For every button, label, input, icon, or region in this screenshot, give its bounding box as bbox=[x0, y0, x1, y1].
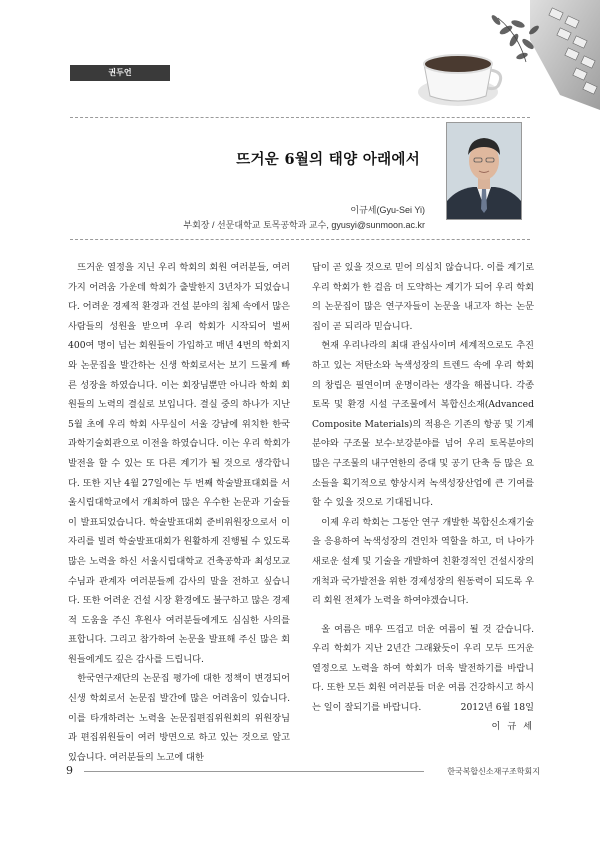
article-title: 뜨거운 6월의 태양 아래에서 bbox=[236, 151, 420, 168]
footer-rule bbox=[84, 771, 424, 772]
header-decoration-illustration bbox=[410, 0, 600, 120]
page-number: 9 bbox=[66, 764, 73, 777]
paragraph: 뜨거운 열정을 지닌 우리 학회의 회원 여러분들, 여러 가지 어려움 가운데 학회가 출발한지 3년차가 되었습니다. 어려운 경제적 환경과 건설 분야의 침체 속에서 많은 사람들의 성원을 받으며 우리 학회가 시작되어 벌써 400여 명이 넘는 회원들이 가입하고 매년 4번의 학회지와 논문집을 발간하는 신생 학회로서는 보기 드물게 빠른 성장을 하였습니다. 이는 회장님뿐만 아니라 학회 회원들의 노력의 결실로 보입니다. 결실 중의 하나가 지난 5월 초에 우리 학회 사무실이 서울 강남에 위치한 한국과학기술회관으로 이전을 하였습니다. 이는 우리 학회가 발전을 할 수 있는 또 다른 계기가 될 것으로 생각합니다. 또한 지난 4월 27일에는 두 번째 학술발표대회를 서울시립대학교에서 개최하여 많은 우수한 논문과 기술들이 발표되었습니다. 학술발표대회 준비위원장으로서 이 자리를 빌려 학술발표대회가 원활하게 진행될 수 있도록 많은 노력을 하신 서울시립대학교 건축공학과 최성모교수님과 관계자 여러분들께 감사의 말을 전하고 싶습니다. 또한 어려운 건설 시장 환경에도 불구하고 많은 경제적 도움을 주신 후원사 여러분들에게도 심심한 사의를 표합니다. 그리고 참가하여 논문을 발표해 주신 많은 회원들에게도 깊은 감사를 드립니다. bbox=[68, 262, 290, 665]
paragraph: 올 여름은 매우 뜨겁고 더운 여름이 될 것 같습니다. 우리 학회가 지난 2년간 그래왔듯이 우리 모두 뜨거운 열정으로 노력을 하여 학회가 더욱 발전하기를 바랍니다. 또한 모든 회원 여러분들 더운 여름 건강하시고 하시는 일이 잘되기를 바랍니다. bbox=[312, 623, 534, 714]
journal-name: 한국복합신소재구조학회지 bbox=[447, 767, 540, 776]
paragraph: 답이 곧 있을 것으로 믿어 의심치 않습니다. 이를 계기로 우리 학회가 한 걸음 더 도약하는 계기가 되어 우리 학회의 논문집이 많은 연구자들이 논문을 내고자 하는 논문집이 곧 되리라 믿습니다. bbox=[312, 262, 534, 332]
letter-signature: 이 규 세 bbox=[491, 721, 534, 732]
paragraph: 한국연구재단의 논문집 평가에 대한 정책이 변경되어 신생 학회로서 논문집 발간에 많은 어려움이 있습니다. 이를 타개하려는 노력을 논문집편집위원회의 위원장님과 편집위원들이 여러 방면으로 하고 있는 것으로 알고 있습니다. 여러분들의 노고에 대한 bbox=[68, 673, 290, 763]
header-divider bbox=[70, 117, 530, 118]
body-divider bbox=[70, 239, 530, 240]
author-affiliation: 부회장 / 선문대학교 토목공학과 교수, gyusyi@sunmoon.ac.kr bbox=[183, 220, 425, 230]
letter-date: 2012년 6월 18일 bbox=[460, 702, 534, 713]
paragraph: 현재 우리나라의 최대 관심사이며 세계적으로도 추진하고 있는 저탄소와 녹색성장의 트렌드 속에 우리 학회의 창립은 필연이며 운명이라는 생각을 해봅니다. 각종 토목 및 환경 시설 구조물에서 복합신소재(Advanced Composite Materials)의 적용은 기존의 항공 및 기계분야와 구조물 보수·보강분야를 넘어 우리 토목분야의 많은 구조물의 내구연한의 증대 및 공기 단축 등 많은 요소들을 획기적으로 향상시켜 녹색성장산업에 큰 기여를 할 수 있을 것으로 기대됩니다. bbox=[312, 340, 534, 509]
body-column-right bbox=[312, 258, 534, 718]
author-name: 이규세(Gyu-Sei Yi) bbox=[350, 205, 425, 215]
category-label: 권두언 bbox=[70, 65, 170, 81]
author-photo bbox=[446, 122, 522, 220]
body-column-left bbox=[68, 258, 290, 767]
paragraph: 이제 우리 학회는 그동안 연구 개발한 복합신소재기술을 응용하여 녹색성장의 견인차 역할을 하고, 더 나아가 새로운 설계 및 기술을 개발하여 친환경적인 건설시장의 개척과 국가발전을 위한 경제성장의 원동력이 되도록 우리 회원 전체가 노력을 하여야겠습니다. bbox=[312, 516, 534, 607]
